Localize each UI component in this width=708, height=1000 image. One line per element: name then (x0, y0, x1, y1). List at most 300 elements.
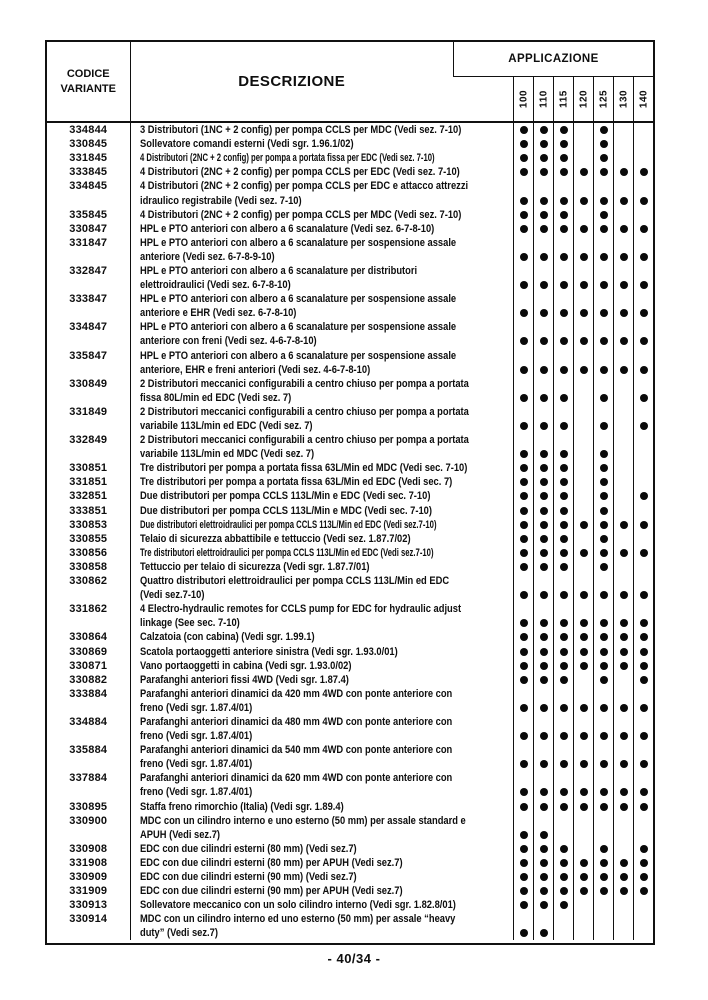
applicability-cell-100 (513, 165, 533, 179)
applicability-cell-115 (553, 250, 573, 264)
description-text: Tre distributori per pompa a portata fissa 63L/Min ed MDC (Vedi sec. 7-10) (139, 462, 467, 475)
applicability-dot (540, 803, 548, 811)
applicability-cell-100 (513, 193, 533, 207)
applicability-dot (600, 253, 608, 261)
applicability-cell-110 (533, 574, 553, 588)
table-row-line (47, 137, 653, 151)
table-row-line (47, 814, 653, 828)
applicability-cell-110 (533, 757, 553, 771)
applicability-cell-100 (513, 236, 533, 250)
table-row-line (47, 870, 653, 884)
applicability-cell-125 (593, 560, 613, 574)
description-text: freno (Vedi sgr. 1.87.4/01) (139, 730, 252, 743)
descrizione-header: DESCRIZIONE (238, 73, 346, 90)
applicability-dot (640, 591, 648, 599)
model-columns-spacer (453, 77, 513, 121)
applicability-cell-115 (553, 898, 573, 912)
description-text: variabile 113L/min ed MDC (Vedi sez. 7) (139, 448, 314, 461)
applicability-dot (640, 337, 648, 345)
applicability-dot (640, 887, 648, 895)
applicability-cell-125 (593, 701, 613, 715)
applicability-cell-130 (613, 264, 633, 278)
applicability-cell-100 (513, 729, 533, 743)
applicability-cell-140 (633, 687, 653, 701)
description-text: 4 Distributori (2NC + 2 config) per pompa CCLS per EDC e attacco attrezzi (139, 180, 468, 193)
applicability-dot (600, 225, 608, 233)
applicability-dot (520, 535, 528, 543)
applicability-dot (560, 126, 568, 134)
table-row-line (47, 222, 653, 236)
applicability-cell-120 (573, 461, 593, 475)
applicability-cell-100 (513, 264, 533, 278)
applicability-cell-115 (553, 518, 573, 532)
applicability-cell-115 (553, 165, 573, 179)
variant-code-cell (47, 701, 131, 715)
applicability-cell-130 (613, 828, 633, 842)
applicability-dot (600, 168, 608, 176)
variant-code-cell: 332847 (47, 264, 131, 278)
codice-variante-header: CODICE VARIANTE (47, 42, 131, 121)
applicability-dot (520, 901, 528, 909)
variant-code-cell: 330849 (47, 377, 131, 391)
description-text: 4 Distributori (2NC + 2 config) per pompa CCLS per EDC (Vedi sez. 7-10) (139, 166, 460, 179)
applicability-dot (520, 126, 528, 134)
applicability-cell-140 (633, 912, 653, 926)
applicability-dot (520, 662, 528, 670)
applicability-dot (540, 253, 548, 261)
applicability-cell-100 (513, 659, 533, 673)
applicability-cell-100 (513, 222, 533, 236)
applicability-cell-140 (633, 306, 653, 320)
applicability-dot (520, 760, 528, 768)
applicability-cell-130 (613, 532, 633, 546)
applicability-dot (640, 619, 648, 627)
table-row-line (47, 757, 653, 771)
applicability-cell-140 (633, 870, 653, 884)
applicability-dot (520, 492, 528, 500)
applicability-cell-120 (573, 828, 593, 842)
table-row-line (47, 673, 653, 687)
description-cell (131, 856, 514, 870)
applicability-dot (540, 845, 548, 853)
applicability-cell-115 (553, 800, 573, 814)
table-row-line (47, 264, 653, 278)
applicability-dot (600, 422, 608, 430)
applicability-cell-125 (593, 292, 613, 306)
applicability-dot (600, 760, 608, 768)
applicability-cell-115 (553, 771, 573, 785)
applicability-dot (620, 662, 628, 670)
applicability-dot (580, 887, 588, 895)
applicability-cell-115 (553, 349, 573, 363)
applicability-cell-100 (513, 842, 533, 856)
applicability-dot (600, 859, 608, 867)
applicability-dot (600, 464, 608, 472)
variant-code-cell: 333884 (47, 687, 131, 701)
table-row-line (47, 419, 653, 433)
applicability-cell-120 (573, 292, 593, 306)
applicability-dot (620, 591, 628, 599)
applicability-cell-125 (593, 151, 613, 165)
applicability-dot (540, 873, 548, 881)
applicability-cell-140 (633, 363, 653, 377)
applicability-dot (640, 549, 648, 557)
applicability-cell-115 (553, 870, 573, 884)
description-cell (131, 461, 514, 475)
applicability-dot (640, 873, 648, 881)
table-row-line (47, 884, 653, 898)
table-row-line (47, 278, 653, 292)
applicability-cell-125 (593, 687, 613, 701)
table-row-line (47, 489, 653, 503)
description-text: Parafanghi anteriori dinamici da 420 mm 4WD con ponte anteriore con (139, 687, 452, 700)
applicability-dot (560, 633, 568, 641)
applicability-dot (540, 831, 548, 839)
applicability-cell-110 (533, 123, 553, 137)
applicability-cell-120 (573, 602, 593, 616)
applicability-cell-100 (513, 785, 533, 799)
description-text: 3 Distributori (1NC + 2 config) per pompa CCLS per MDC (Vedi sez. 7-10) (139, 124, 461, 137)
applicability-cell-125 (593, 461, 613, 475)
variant-code-cell: 331847 (47, 236, 131, 250)
description-text: EDC con due cilindri esterni (90 mm) per APUH (Vedi sez.7) (139, 885, 403, 898)
applicability-cell-110 (533, 532, 553, 546)
applicability-cell-130 (613, 504, 633, 518)
applicability-cell-130 (613, 814, 633, 828)
applicability-dot (560, 309, 568, 317)
variant-code-cell: 334847 (47, 320, 131, 334)
applicability-cell-125 (593, 926, 613, 940)
applicability-cell-115 (553, 659, 573, 673)
variant-code-cell: 334845 (47, 179, 131, 193)
table-row-line (47, 926, 653, 940)
applicability-cell-140 (633, 757, 653, 771)
applicability-cell-100 (513, 884, 533, 898)
applicability-dot (560, 873, 568, 881)
description-cell (131, 278, 514, 292)
applicability-cell-125 (593, 729, 613, 743)
applicability-dot (540, 633, 548, 641)
applicability-cell-125 (593, 250, 613, 264)
applicability-cell-120 (573, 814, 593, 828)
applicability-cell-110 (533, 926, 553, 940)
model-column-label: 125 (598, 89, 609, 109)
applicability-dot (600, 619, 608, 627)
description-cell (131, 405, 514, 419)
description-text: 4 Distributori (2NC + 2 config) per pompa CCLS per MDC (Vedi sez. 7-10) (139, 208, 461, 221)
applicability-cell-120 (573, 306, 593, 320)
description-cell (131, 616, 514, 630)
applicability-dot (600, 478, 608, 486)
applicability-cell-125 (593, 574, 613, 588)
applicability-cell-140 (633, 518, 653, 532)
description-text: EDC con due cilindri esterni (90 mm) (Vedi sez.7) (139, 871, 357, 884)
applicability-cell-120 (573, 349, 593, 363)
description-cell (131, 264, 514, 278)
applicability-cell-140 (633, 419, 653, 433)
applicability-cell-130 (613, 574, 633, 588)
model-column-header-140 (633, 77, 653, 121)
applicability-dot (560, 281, 568, 289)
applicability-dot (600, 845, 608, 853)
applicability-dot (600, 732, 608, 740)
applicability-dot (580, 309, 588, 317)
applicability-cell-140 (633, 715, 653, 729)
variant-code-cell: 333851 (47, 504, 131, 518)
applicability-dot (580, 788, 588, 796)
applicability-cell-140 (633, 320, 653, 334)
model-column-label: 130 (618, 89, 629, 109)
variant-code-cell: 330895 (47, 800, 131, 814)
applicability-cell-100 (513, 250, 533, 264)
applicability-cell-130 (613, 743, 633, 757)
applicability-cell-110 (533, 433, 553, 447)
applicability-cell-110 (533, 659, 553, 673)
applicability-dot (520, 394, 528, 402)
table-row-line (47, 349, 653, 363)
description-cell (131, 743, 514, 757)
applicability-cell-120 (573, 532, 593, 546)
description-cell (131, 870, 514, 884)
applicability-cell-115 (553, 123, 573, 137)
applicability-dot (620, 803, 628, 811)
applicability-dot (640, 648, 648, 656)
applicability-cell-115 (553, 320, 573, 334)
applicazione-header-group (453, 42, 653, 121)
applicability-cell-140 (633, 475, 653, 489)
applicability-dot (560, 549, 568, 557)
applicability-cell-110 (533, 644, 553, 658)
applicability-cell-120 (573, 771, 593, 785)
applicability-dot (560, 492, 568, 500)
applicability-cell-100 (513, 179, 533, 193)
variant-code-cell: 330856 (47, 546, 131, 560)
applicability-cell-100 (513, 208, 533, 222)
description-cell (131, 363, 514, 377)
applicability-dot (540, 648, 548, 656)
table-row-line (47, 320, 653, 334)
description-text: Calzatoia (con cabina) (Vedi sgr. 1.99.1) (139, 631, 315, 644)
applicability-cell-125 (593, 602, 613, 616)
applicability-dot (520, 845, 528, 853)
applicability-cell-110 (533, 743, 553, 757)
applicability-dot (560, 563, 568, 571)
applicability-cell-140 (633, 771, 653, 785)
applicability-dot (580, 168, 588, 176)
applicability-cell-130 (613, 193, 633, 207)
applicability-cell-100 (513, 828, 533, 842)
applicability-dot (600, 450, 608, 458)
variant-code-cell: 333847 (47, 292, 131, 306)
applicability-cell-120 (573, 278, 593, 292)
description-text: Sollevatore meccanico con un solo cilindro interno (Vedi sgr. 1.82.8/01) (139, 899, 456, 912)
variant-code-cell: 330909 (47, 870, 131, 884)
applicability-cell-100 (513, 630, 533, 644)
applicability-cell-110 (533, 377, 553, 391)
applicability-dot (600, 154, 608, 162)
variant-code-cell (47, 729, 131, 743)
variant-code-cell: 335884 (47, 743, 131, 757)
applicability-dot (560, 732, 568, 740)
applicability-dot (540, 859, 548, 867)
applicability-dot (580, 760, 588, 768)
table-row-line (47, 292, 653, 306)
table-row-line (47, 588, 653, 602)
table-row-line (47, 447, 653, 461)
description-text: freno (Vedi sgr. 1.87.4/01) (139, 701, 252, 714)
applicability-cell-125 (593, 757, 613, 771)
applicability-cell-140 (633, 546, 653, 560)
applicability-cell-140 (633, 123, 653, 137)
applicability-cell-120 (573, 842, 593, 856)
applicability-cell-125 (593, 349, 613, 363)
applicability-cell-120 (573, 320, 593, 334)
applicability-cell-125 (593, 489, 613, 503)
applicability-dot (540, 422, 548, 430)
variant-code-cell: 330847 (47, 222, 131, 236)
variant-code-cell (47, 419, 131, 433)
applicability-cell-100 (513, 560, 533, 574)
applicability-cell-100 (513, 334, 533, 348)
applicability-dot (520, 929, 528, 937)
description-text: Due distributori per pompa CCLS 113L/Min e MDC (Vedi sec. 7-10) (139, 504, 432, 517)
applicability-cell-130 (613, 377, 633, 391)
applicability-dot (600, 704, 608, 712)
applicability-cell-100 (513, 504, 533, 518)
applicability-dot (540, 140, 548, 148)
applicability-dot (520, 253, 528, 261)
variant-code-cell: 330908 (47, 842, 131, 856)
applicability-cell-140 (633, 532, 653, 546)
applicability-cell-120 (573, 123, 593, 137)
variant-code-cell: 330913 (47, 898, 131, 912)
applicability-cell-115 (553, 560, 573, 574)
applicability-cell-115 (553, 208, 573, 222)
applicability-cell-100 (513, 461, 533, 475)
applicability-cell-130 (613, 461, 633, 475)
applicability-cell-115 (553, 785, 573, 799)
applicability-cell-125 (593, 659, 613, 673)
applicability-cell-125 (593, 193, 613, 207)
applicability-cell-130 (613, 616, 633, 630)
applicability-cell-140 (633, 208, 653, 222)
applicability-dot (600, 394, 608, 402)
applicability-cell-125 (593, 377, 613, 391)
applicability-dot (560, 619, 568, 627)
applicability-dot (560, 648, 568, 656)
table-row-line (47, 743, 653, 757)
applicability-cell-110 (533, 616, 553, 630)
description-text: 4 Electro-hydraulic remotes for CCLS pump for EDC for hydraulic adjust (139, 603, 461, 616)
applicability-dot (600, 633, 608, 641)
applicability-cell-100 (513, 377, 533, 391)
description-text: Telaio di sicurezza abbattibile e tettuccio (Vedi sez. 1.87.7/02) (139, 532, 411, 545)
applicability-cell-120 (573, 222, 593, 236)
table-row-line (47, 123, 653, 137)
applicability-dot (560, 859, 568, 867)
description-text: 4 Distributori (2NC + 2 config) per pompa a portata fissa per EDC (Vedi sez. 7-10) (139, 152, 435, 165)
applicability-cell-110 (533, 363, 553, 377)
applicability-cell-110 (533, 898, 553, 912)
applicability-cell-100 (513, 602, 533, 616)
applicability-cell-130 (613, 673, 633, 687)
applicability-dot (520, 168, 528, 176)
description-text: 2 Distributori meccanici configurabili a centro chiuso per pompa a portata (139, 377, 469, 390)
applicability-dot (560, 337, 568, 345)
applicability-dot (600, 563, 608, 571)
description-cell (131, 687, 514, 701)
applicability-dot (540, 154, 548, 162)
applicability-cell-125 (593, 856, 613, 870)
applicability-cell-125 (593, 475, 613, 489)
description-cell (131, 504, 514, 518)
applicability-cell-140 (633, 926, 653, 940)
applicability-cell-130 (613, 912, 633, 926)
applicability-cell-100 (513, 433, 533, 447)
applicability-dot (580, 225, 588, 233)
applicability-cell-125 (593, 363, 613, 377)
variant-code-cell (47, 193, 131, 207)
applicability-cell-140 (633, 673, 653, 687)
applicability-cell-120 (573, 179, 593, 193)
applicability-cell-110 (533, 785, 553, 799)
applicability-cell-120 (573, 644, 593, 658)
applicability-cell-140 (633, 785, 653, 799)
applicability-cell-130 (613, 433, 633, 447)
applicability-cell-130 (613, 870, 633, 884)
applicability-dot (640, 422, 648, 430)
description-cell (131, 179, 514, 193)
table-row-line (47, 771, 653, 785)
description-text: idraulico registrabile (Vedi sez. 7-10) (139, 194, 302, 207)
applicability-cell-120 (573, 701, 593, 715)
description-text: elettroidraulici (Vedi sez. 6-7-8-10) (139, 279, 291, 292)
applicability-cell-140 (633, 644, 653, 658)
applicability-cell-130 (613, 236, 633, 250)
variant-code-cell (47, 278, 131, 292)
applicazione-header: APPLICAZIONE (453, 42, 653, 77)
applicability-cell-130 (613, 518, 633, 532)
applicability-dot (600, 803, 608, 811)
applicability-cell-140 (633, 236, 653, 250)
applicability-cell-120 (573, 630, 593, 644)
applicability-cell-115 (553, 814, 573, 828)
applicability-cell-140 (633, 729, 653, 743)
applicability-cell-125 (593, 870, 613, 884)
applicability-cell-120 (573, 405, 593, 419)
description-text: Parafanghi anteriori fissi 4WD (Vedi sgr. 1.87.4) (139, 673, 349, 686)
description-cell (131, 828, 514, 842)
applicability-dot (640, 845, 648, 853)
applicability-cell-125 (593, 504, 613, 518)
applicability-cell-140 (633, 602, 653, 616)
applicability-dot (640, 803, 648, 811)
applicability-dot (520, 507, 528, 515)
description-cell (131, 546, 514, 560)
applicability-cell-130 (613, 349, 633, 363)
applicability-dot (600, 507, 608, 515)
applicability-dot (600, 873, 608, 881)
applicability-cell-140 (633, 800, 653, 814)
applicability-cell-120 (573, 151, 593, 165)
applicability-cell-100 (513, 349, 533, 363)
table-row-line (47, 250, 653, 264)
applicability-cell-130 (613, 137, 633, 151)
applicability-cell-125 (593, 842, 613, 856)
applicability-cell-125 (593, 405, 613, 419)
description-cell (131, 391, 514, 405)
applicability-cell-100 (513, 306, 533, 320)
